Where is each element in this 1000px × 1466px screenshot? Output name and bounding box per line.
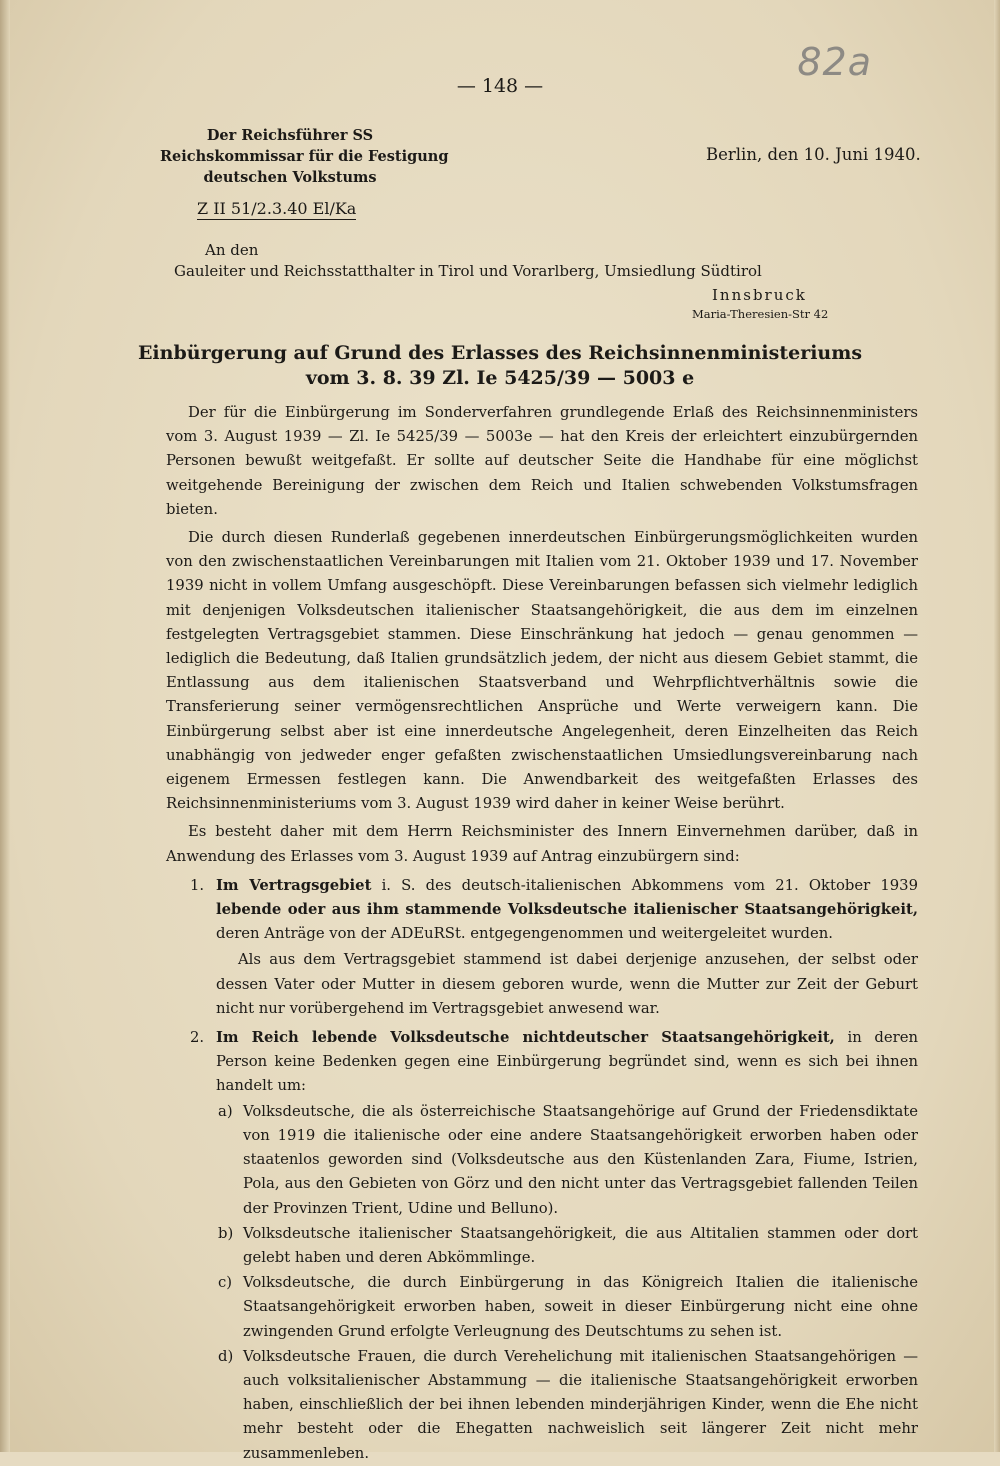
list-item-1-bold-a: Im Vertragsgebiet — [216, 876, 372, 894]
page-number: — 148 — — [456, 75, 544, 97]
document-title-line-1: Einbürgerung auf Grund des Erlasses des Reichsinnenministeriums — [137, 342, 863, 364]
document-title-line-2: vom 3. 8. 39 Zl. Ie 5425/39 — 5003 e — [305, 367, 695, 389]
sub-item-text: Volksdeutsche, die durch Einbürgerung in das Königreich Italien die italienische Staatsangehörigkeit erworben haben, soweit in dieser Einbürgerung nicht eine ohne zwingenden Grund erfolgte Verleugnung des Deutschtums zu sehen ist. — [243, 1274, 918, 1340]
sub-item-a — [166, 1100, 918, 1221]
reference-number: Z II 51/2.3.40 El/Ka — [197, 199, 357, 218]
sender-line-3: deutschen Volkstums — [203, 169, 377, 186]
list-item-1-paragraph-2: Als aus dem Vertragsgebiet stammend ist dabei derjenige anzusehen, der selbst oder dessen Vater oder Mutter in diesem geboren wurde, wenn die Mutter zur Zeit der Geburt nicht nur vorübergehend im Vertragsgebiet anwesend war. — [216, 951, 918, 1017]
list-item-2-bold-a: Im Reich lebende Volksdeutsche nichtdeutscher Staatsangehörigkeit, — [216, 1029, 835, 1047]
page-edge-left — [0, 0, 10, 1452]
sub-item-b — [166, 1222, 918, 1270]
list-item-number: 2. — [190, 1029, 205, 1047]
list-item-2 — [166, 1026, 918, 1099]
sub-item-letter: c) — [218, 1274, 233, 1292]
list-item-2-text — [216, 1026, 918, 1099]
document-body — [166, 401, 918, 1466]
recipient-street: Maria-Theresien-Str 42 — [692, 307, 829, 321]
list-item-1 — [166, 874, 918, 1021]
sender-line-2: Reichskommissar für die Festigung — [160, 148, 449, 165]
list-item-number: 1. — [190, 876, 205, 894]
sub-item-text: Volksdeutsche Frauen, die durch Verehelichung mit italienischen Staatsangehörigen — auch volksitalienischer Abstammung — die italienische Staatsangehörigkeit erworben haben, einschließlich der bei ihnen lebenden minderjährigen Kinder, wenn die Ehe nicht mehr besteht oder die Ehegatten nachweislich seit längerer Zeit nicht mehr zusammenleben. — [243, 1347, 918, 1462]
sender-block — [160, 125, 449, 188]
sub-item-letter: b) — [218, 1224, 234, 1242]
list-item-1-text — [216, 874, 918, 947]
body-paragraph-1: Der für die Einbürgerung im Sonderverfahren grundlegende Erlaß des Reichsinnenministers vom 3. August 1939 — Zl. Ie 5425/39 — 5003e — hat den Kreis der erleichtert einzubürgernden Personen bewußt weitgefaßt. Er sollte auf deutscher Seite die Handhabe für eine möglichst weitgehende Bereinigung der zwischen dem Reich und Italien schwebenden Volkstumsfragen bieten. — [166, 404, 918, 518]
sub-item-letter: a) — [218, 1102, 233, 1120]
sub-item-text: Volksdeutsche italienischer Staatsangehörigkeit, die aus Altitalien stammen oder dort gelebt haben und deren Abkömmlinge. — [243, 1224, 918, 1266]
list-item-1-text-b: deren Anträge von der ADEuRSt. entgegengenommen und weitergeleitet wurden. — [216, 925, 833, 943]
sub-item-d — [166, 1345, 918, 1466]
list-item-1-text-a: i. S. des deutsch-italienischen Abkommens vom 21. Oktober 1939 — [371, 876, 918, 894]
recipient-city: Innsbruck — [712, 286, 807, 304]
list-item-2-text-a: in deren Person keine Bedenken gegen eine Einbürgerung begründet sind, wenn es sich bei ihnen handelt um: — [216, 1029, 918, 1095]
recipient-line-2: Gauleiter und Reichsstatthalter in Tirol und Vorarlberg, Umsiedlung Südtirol — [174, 262, 762, 280]
body-paragraph-2: Die durch diesen Runderlaß gegebenen innerdeutschen Einbürgerungsmöglichkeiten wurden von den zwischenstaatlichen Vereinbarungen mit Italien vom 21. Oktober 1939 und 17. November 1939 nicht in vollem Umfang ausgeschöpft. Diese Vereinbarungen befassen sich vielmehr lediglich mit denjenigen Volksdeutschen italienischer Staatsangehörigkeit, die aus dem im einzelnen festgelegten Vertragsgebiet stammen. Diese Einschränkung hat jedoch — genau genommen — lediglich die Bedeutung, daß Italien grundsätzlich jedem, der nicht aus diesem Gebiet stammt, die Entlassung aus dem italienischen Staatsverband und Wehrpflichtverhältnis sowie die Transferierung seiner vermögensrechtlichen Ansprüche und Werte verweigern kann. Die Einbürgerung selbst aber ist eine innerdeutsche Angelegenheit, deren Einzelheiten das Reich unabhängig von jedweder enger gefaßten zwischenstaatlichen Umsiedlungsvereinbarung nach eigenem Ermessen festlegen kann. Die Anwendbarkeit des weitgefaßten Erlasses des Reichsinnenministeriums vom 3. August 1939 wird daher in keiner Weise berührt. — [166, 529, 918, 813]
recipient-line-1: An den — [205, 241, 259, 259]
handwritten-page-annotation: 82a — [797, 40, 872, 84]
sub-item-letter: d) — [218, 1347, 234, 1365]
sub-item-text: Volksdeutsche, die als österreichische Staatsangehörige auf Grund der Friedensdiktate von 1919 die italienische oder eine andere Staatsangehörigkeit erworben haben oder staatenlos geworden sind (Volksdeutsche aus den Küstenlanden Zara, Fiume, Istrien, Pola, aus den Gebieten von Görz und den nicht unter das Vertragsgebiet fallenden Teilen der Provinzen Trient, Udine und Belluno). — [243, 1102, 918, 1217]
list-item-1-bold-b: lebende oder aus ihm stammende Volksdeutsche italienischer Staatsangehörigkeit, — [216, 901, 918, 919]
page-edge-right — [994, 0, 1000, 1452]
date-line: Berlin, den 10. Juni 1940. — [706, 145, 921, 164]
body-paragraph-3: Es besteht daher mit dem Herrn Reichsminister des Innern Einvernehmen darüber, daß in Anwendung des Erlasses vom 3. August 1939 auf Antrag einzubürgern sind: — [166, 823, 918, 865]
sub-item-c — [166, 1271, 918, 1344]
sender-line-1: Der Reichsführer SS — [206, 127, 374, 144]
